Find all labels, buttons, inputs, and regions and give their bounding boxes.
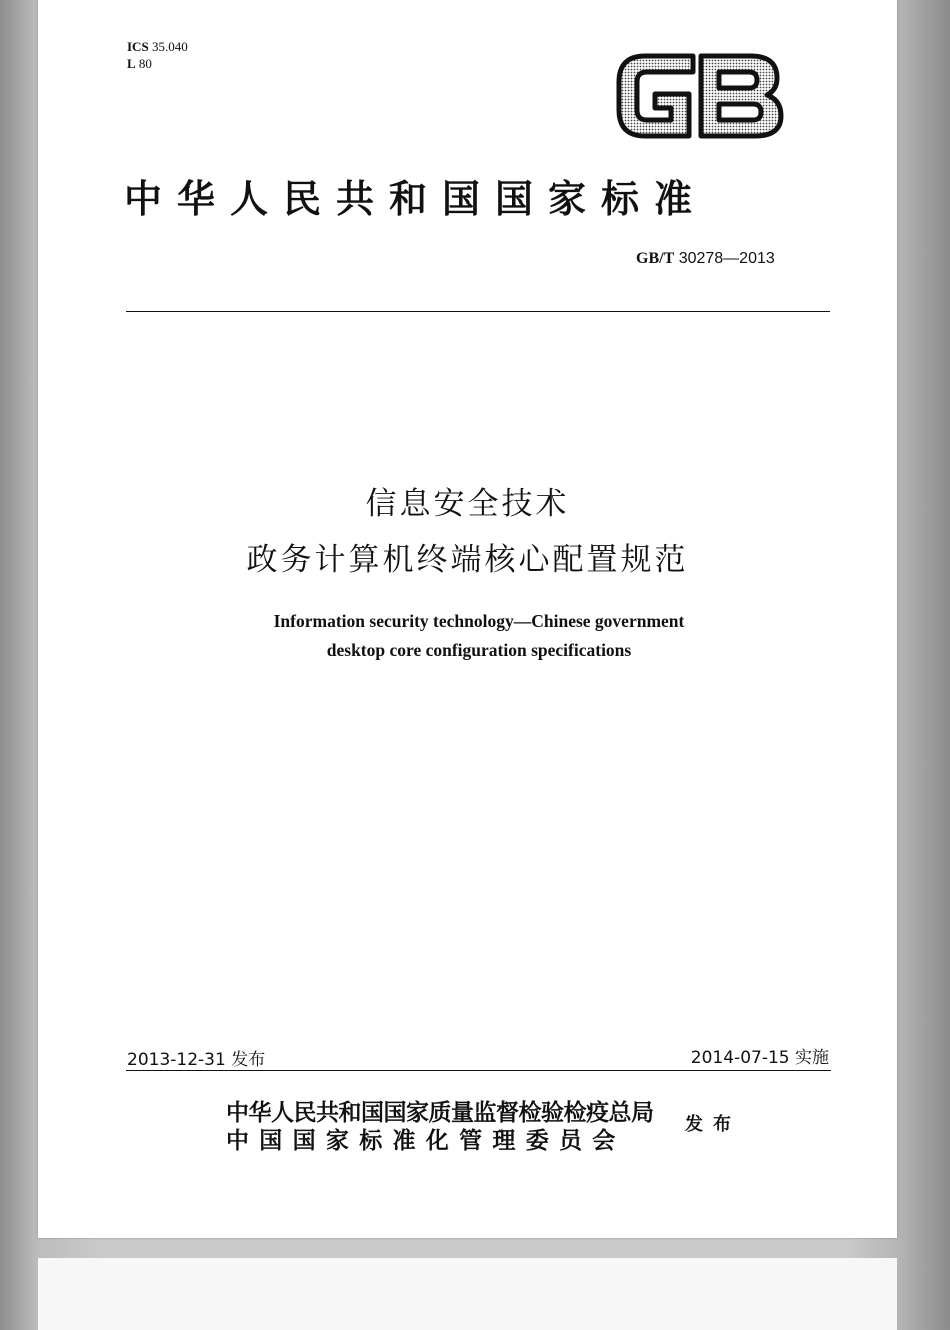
standard-number-prefix: GB/T — [636, 250, 675, 267]
header-divider — [126, 311, 830, 312]
issue-word: 发布 — [685, 1114, 741, 1135]
issuer-line-2: 中国国家标准化管理委员会 — [226, 1127, 626, 1154]
footer-divider — [126, 1070, 831, 1071]
standard-number — [636, 250, 775, 268]
standard-type-title: 中华人民共和国国家标准 — [124, 176, 708, 221]
chinese-title-line-1: 信息安全技术 — [365, 486, 570, 522]
ccs-code: 80 — [138, 56, 152, 71]
chinese-title-line-2: 政务计算机终端核心配置规范 — [246, 542, 689, 578]
ics-code-line — [127, 38, 188, 55]
issuer-line-1: 中华人民共和国国家质量监督检验检疫总局 — [226, 1099, 654, 1126]
ics-code: 35.040 — [151, 39, 188, 54]
publish-date: 2013-12-31 发布 — [127, 1050, 266, 1070]
effective-date: 2014-07-15 实施 — [690, 1048, 829, 1068]
ics-label: ICS — [127, 39, 149, 54]
next-page-preview — [38, 1258, 897, 1330]
document-page — [38, 0, 897, 1238]
english-title-line-1: Information security technology—Chinese government — [273, 611, 685, 631]
english-title-line-2: desktop core configuration specifications — [326, 640, 632, 660]
gb-logo — [615, 50, 785, 142]
standard-number-value: 30278—2013 — [678, 250, 775, 267]
ccs-label: L — [127, 56, 136, 71]
classification-codes — [127, 38, 188, 72]
ccs-code-line — [127, 55, 188, 72]
english-title — [38, 607, 920, 665]
